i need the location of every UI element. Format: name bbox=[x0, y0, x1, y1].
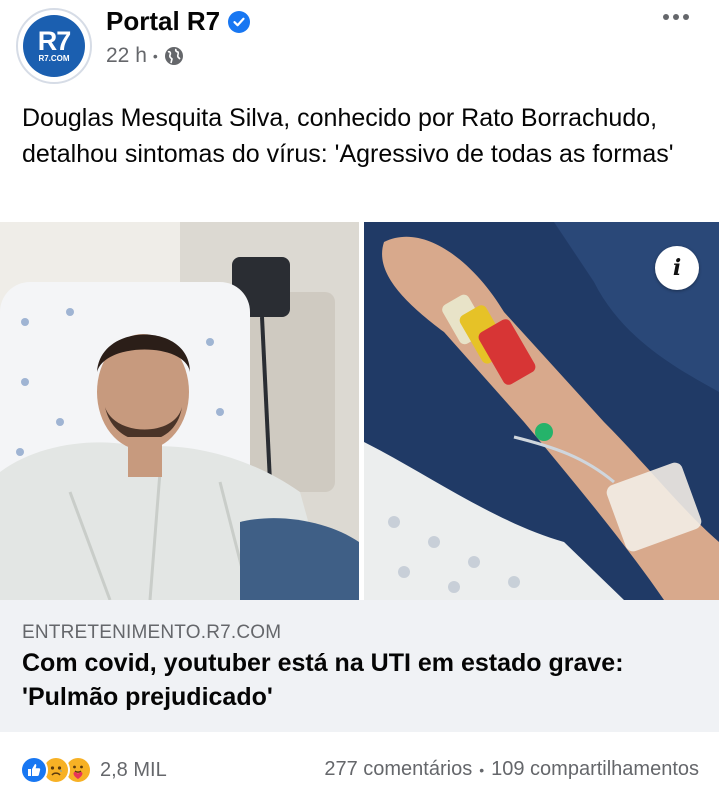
post-photos[interactable] bbox=[0, 222, 719, 600]
arm-iv-photo[interactable] bbox=[364, 222, 719, 600]
reactions-count: 2,8 MIL bbox=[100, 758, 167, 781]
more-options-icon[interactable] bbox=[663, 14, 689, 20]
link-domain: ENTRETENIMENTO.R7.COM bbox=[22, 622, 282, 643]
stats-separator: • bbox=[479, 761, 485, 778]
reactions-summary[interactable] bbox=[20, 756, 167, 784]
hospital-bed-photo[interactable] bbox=[0, 222, 359, 600]
meta-separator: • bbox=[152, 48, 158, 64]
post-header bbox=[0, 0, 719, 90]
verified-icon bbox=[228, 11, 250, 33]
avatar-logo-text: R7 bbox=[37, 26, 71, 56]
post-footer bbox=[0, 740, 719, 792]
comments-count[interactable]: 277 comentários bbox=[324, 758, 473, 780]
link-title[interactable]: Com covid, youtuber está na UTI em estado grave: 'Pulmão prejudicado' bbox=[22, 649, 624, 711]
like-reaction-icon bbox=[20, 756, 48, 784]
page-name-row bbox=[106, 6, 250, 37]
post-time[interactable]: 22 h bbox=[106, 44, 147, 67]
page-avatar[interactable] bbox=[16, 8, 92, 84]
post-caption: Douglas Mesquita Silva, conhecido por Rato Borrachudo, detalhou sintomas do vírus: 'Agressivo de todas as formas' bbox=[22, 104, 674, 168]
info-icon[interactable]: i bbox=[655, 246, 699, 290]
page-name[interactable]: Portal R7 bbox=[106, 6, 221, 36]
post-meta bbox=[106, 44, 184, 68]
r7-logo bbox=[23, 15, 85, 77]
engagement-stats bbox=[324, 758, 699, 781]
avatar-logo-subtext: R7.COM bbox=[38, 54, 70, 63]
shares-count[interactable]: 109 compartilhamentos bbox=[491, 758, 699, 780]
globe-icon bbox=[164, 46, 184, 66]
link-preview[interactable] bbox=[0, 600, 719, 732]
